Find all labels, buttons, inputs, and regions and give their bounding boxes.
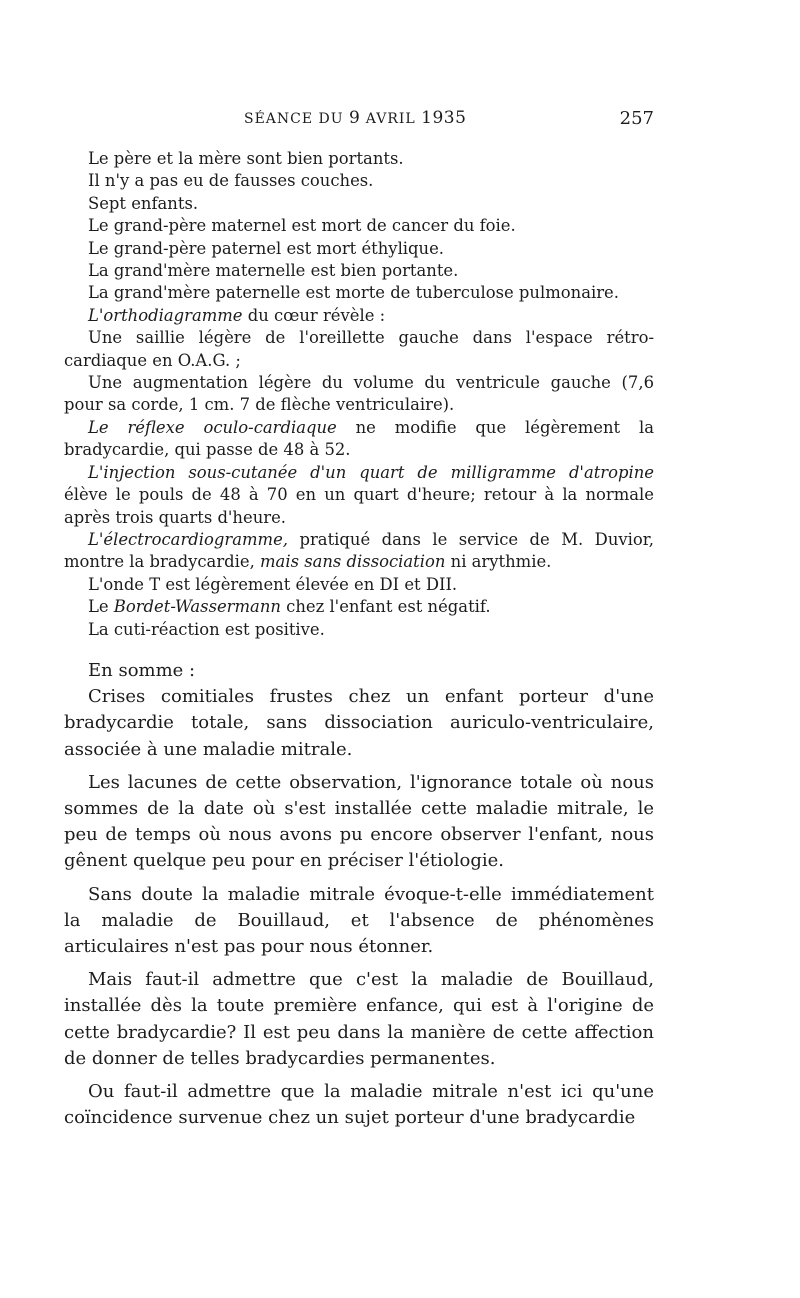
text-line: du cœur révèle : xyxy=(242,305,386,325)
text-line: chez l'enfant est négatif. xyxy=(280,597,491,617)
running-title-prefix: SÉANCE DU xyxy=(244,111,350,127)
paragraph xyxy=(64,462,654,529)
page-header xyxy=(64,108,654,134)
italic-term: L'électrocardiogramme, xyxy=(88,529,288,549)
paragraph xyxy=(64,574,654,596)
conclusion-heading: En somme : xyxy=(88,660,196,681)
text-line: La cuti-réaction est positive. xyxy=(88,619,325,639)
paragraph xyxy=(64,238,654,260)
paragraph xyxy=(64,619,654,641)
text-line: La grand'mère paternelle est morte de tuberculose pulmonaire. xyxy=(88,283,619,303)
text-line: Le père et la mère sont bien portants. xyxy=(88,149,404,168)
paragraph xyxy=(64,327,654,372)
paragraph xyxy=(64,282,654,304)
text-line: Le grand-père maternel est mort de cancer du foie. xyxy=(88,216,516,236)
page-number: 257 xyxy=(619,108,654,129)
observation-body xyxy=(64,148,654,641)
paragraph xyxy=(64,529,654,574)
paragraph xyxy=(64,305,654,327)
text-line: élève le pouls de 48 à 70 en un quart d'heure; retour à la normale après trois quarts d'heure. xyxy=(64,485,654,527)
paragraph xyxy=(64,215,654,237)
text-line: Le xyxy=(88,597,114,617)
text-line: pratiqué dans le service de M. Duvior, montre la bradycardie, xyxy=(64,529,654,572)
italic-term: L'orthodiagramme xyxy=(88,305,243,325)
running-title-day: 9 xyxy=(349,108,361,128)
paragraph: Crises comitiales frustes chez un enfant porteur d'une bradycardie totale, sans dissociation auriculo-ventriculaire, associée à une maladie mitrale. xyxy=(64,686,654,760)
paragraph: Mais faut-il admettre que c'est la maladie de Bouillaud, installée dès la toute première enfance, qui est à l'origine de cette bradycardie? Il est peu dans la manière de cette affection de donner de telles bradycardies permanentes. xyxy=(64,969,654,1069)
italic-term: L'injection sous-cutanée d'un quart de milligramme d'atropine xyxy=(88,462,654,482)
paragraph xyxy=(64,148,654,170)
paragraph xyxy=(64,193,654,215)
paragraph xyxy=(64,596,654,618)
italic-term: mais sans dissociation xyxy=(260,552,446,572)
running-title-month: AVRIL xyxy=(360,111,422,127)
paragraph: Ou faut-il admettre que la maladie mitrale n'est ici qu'une coïncidence survenue chez un sujet porteur d'une bradycardie xyxy=(64,1081,654,1129)
conclusion-section xyxy=(64,658,654,1131)
running-title-year: 1935 xyxy=(421,108,467,128)
text-line: Sept enfants. xyxy=(88,193,199,213)
text-line: Il n'y a pas eu de fausses couches. xyxy=(88,171,374,191)
text-line: L'onde T est légèrement élevée en DI et DII. xyxy=(88,574,458,594)
running-title xyxy=(244,108,466,128)
text-line: Une saillie légère de l'oreillette gauche dans l'espace rétro-cardiaque en O.A.G. ; xyxy=(64,328,654,370)
paragraph xyxy=(64,372,654,417)
text-line: ni arythmie. xyxy=(445,552,552,572)
paragraph xyxy=(64,417,654,462)
paragraph xyxy=(64,170,654,192)
text-line: Une augmentation légère du volume du ventricule gauche (7,6 pour sa corde, 1 cm. 7 de flèche ventriculaire). xyxy=(64,373,654,415)
italic-term: Bordet-Wassermann xyxy=(113,597,281,617)
italic-term: Le réflexe oculo-cardiaque xyxy=(88,417,337,437)
text-line: La grand'mère maternelle est bien portante. xyxy=(88,261,459,281)
paragraph: Sans doute la maladie mitrale évoque-t-elle immédiatement la maladie de Bouillaud, et l'absence de phénomènes articulaires n'est pas pour nous étonner. xyxy=(64,883,654,958)
text-line: Le grand-père paternel est mort éthylique. xyxy=(88,238,445,258)
paragraph xyxy=(64,260,654,282)
text-line: ne modifie que légèrement la bradycardie, qui passe de 48 à 52. xyxy=(64,417,654,460)
paragraph: Les lacunes de cette observation, l'ignorance totale où nous sommes de la date où s'est installée cette maladie mitrale, le peu de temps où nous avons pu encore observer l'enfant, nous gênent quelque peu pour en préciser l'étiologie. xyxy=(64,771,654,872)
